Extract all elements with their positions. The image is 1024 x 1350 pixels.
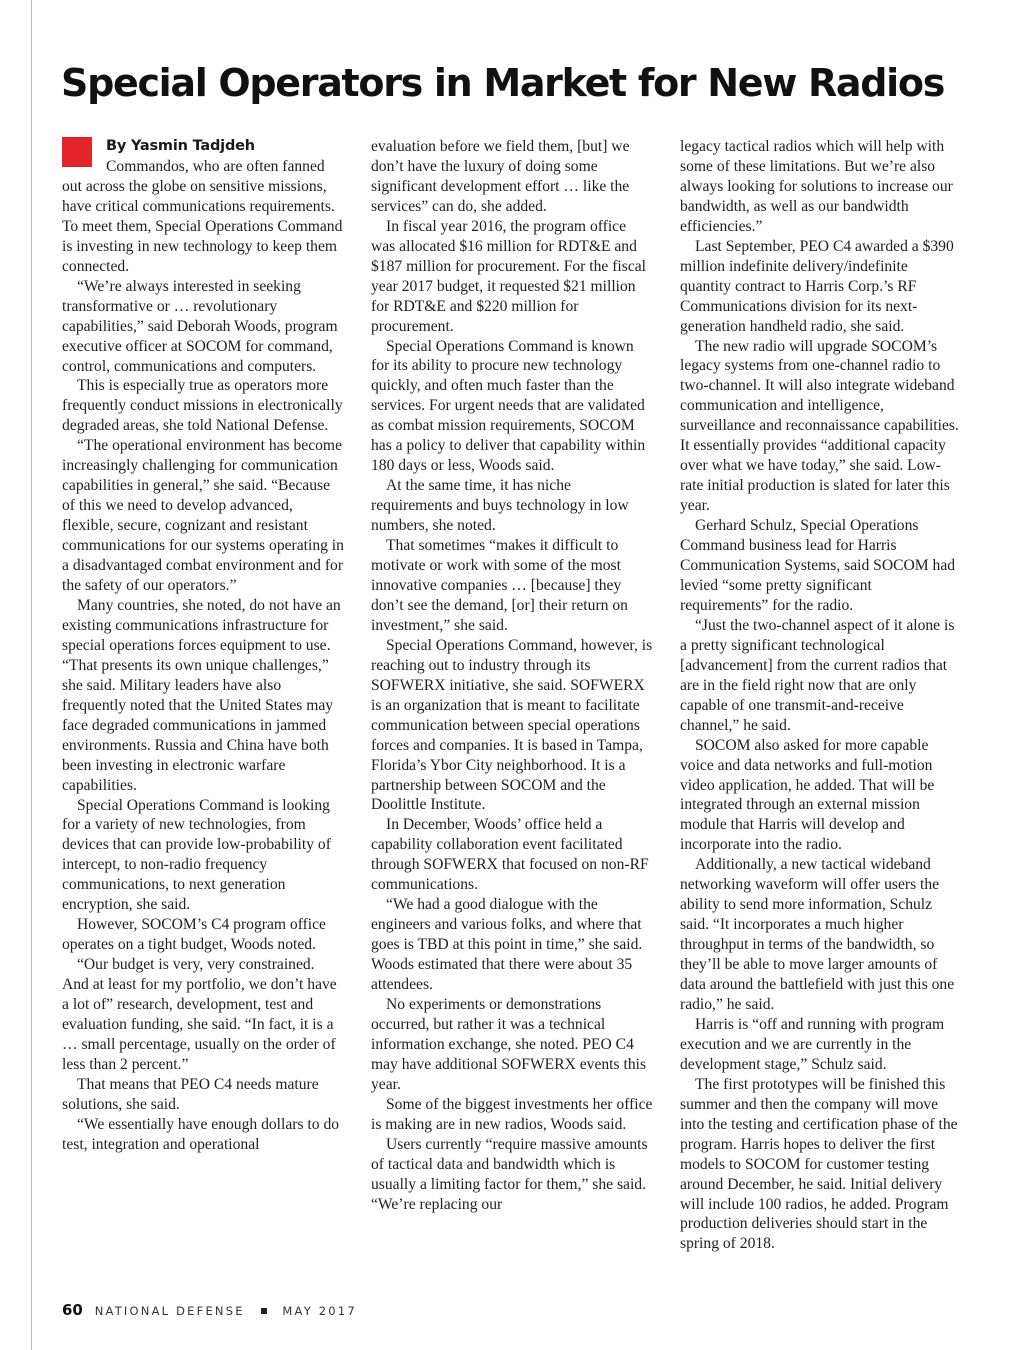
paragraph: Users currently “require massive amounts of tactical data and bandwidth which is usually a limiting factor for them,” she said. “We’re replacing our [371, 1135, 648, 1213]
paragraph: Commandos, who are often fanned out across the globe on sensitive missions, have critical communications requirements. To meet them, Special Operations Command is investing in new technology to keep them connected. [62, 158, 343, 275]
publication-name: NATIONAL DEFENSE [94, 1304, 245, 1318]
paragraph: However, SOCOM’s C4 program office operates on a tight budget, Woods noted. [62, 916, 326, 954]
column-2 [371, 137, 653, 1214]
paragraph: The new radio will upgrade SOCOM’s legacy systems from one-channel radio to two-channel. It will also integrate wideband communication and intelligence, surveillance and reconnaissance capabilities. It essentially provides “additional capacity over what we have today,” she said. Low-rate initial production is slated for later this year. [680, 337, 959, 515]
paragraph: legacy tactical radios which will help with some of these limitations. But we’re also always looking for solutions to increase our bandwidth, as well as our bandwidth efficiencies.” [680, 138, 953, 235]
paragraph: evaluation before we field them, [but] we don’t have the luxury of doing some significant development effort … like the services” can do, she added. [371, 138, 630, 215]
paragraph: “Just the two-channel aspect of it alone is a pretty significant technological [advancement] from the current radios that are in the field right now that are only capable of one transmit-and-receive channel,” he said. [680, 616, 955, 734]
red-square-icon [62, 137, 92, 167]
paragraph: “The operational environment has become increasingly challenging for communication capabilities in general,” she said. “Because of this we need to develop advanced, flexible, secure, cognizant and resistant communications for our systems operating in a disadvantaged combat environment and for the safety of our operators.” [62, 437, 344, 595]
paragraph: Special Operations Command is known for its ability to procure new technology quickly, and often much faster than the services. For urgent needs that are validated as combat mission requirements, SOCOM has a policy to deliver that capability within 180 days or less, Woods said. [371, 337, 646, 475]
paragraph: “We essentially have enough dollars to do test, integration and operational [62, 1115, 340, 1153]
paragraph: In December, Woods’ office held a capability collaboration event facilitated through SOFWERX that focused on non-RF communications. [371, 816, 649, 894]
paragraph: That sometimes “makes it difficult to motivate or work with some of the most innovative companies … [because] they don’t see the demand, [or] their return on investment,” she said. [371, 537, 628, 634]
paragraph: The first prototypes will be finished this summer and then the company will move into the testing and certification phase of the program. Harris hopes to deliver the first models to SOCOM for customer testing around December, he said. Initial delivery will include 100 radios, he added. Program production deliveries should start in the spring of 2018. [680, 1075, 958, 1253]
paragraph: Last September, PEO C4 awarded a $390 million indefinite delivery/indefinite quantity contract to Harris Corp.’s RF Communications division for its next-generation handheld radio, she said. [680, 237, 954, 335]
paragraph: Some of the biggest investments her office is making are in new radios, Woods said. [371, 1095, 653, 1133]
paragraph: At the same time, it has niche requirements and buys technology in low numbers, she noted. [371, 477, 629, 535]
issue-date: MAY 2017 [282, 1304, 357, 1318]
page-number: 60 [62, 1301, 83, 1319]
paragraph: Many countries, she noted, do not have an existing communications infrastructure for special operations forces equipment to use. “That presents its own unique challenges,” she said. Military leaders have also frequently noted that the United States may face degraded communications in jammed environments. Russia and China have both been investing in electronic warfare capabilities. [62, 596, 341, 794]
column-1 [62, 137, 344, 1155]
paragraph: This is especially true as operators more frequently conduct missions in electronically degraded areas, she told National Defense. [62, 377, 343, 435]
paragraph: In fiscal year 2016, the program office was allocated $16 million for RDT&E and $187 million for procurement. For the fiscal year 2017 budget, it requested $21 million for RDT&E and $220 million for procurement. [371, 217, 646, 335]
paragraph: Additionally, a new tactical wideband networking waveform will offer users the ability to send more information, Schulz said. “It incorporates a much higher throughput in terms of the bandwidth, so they’ll be able to move larger amounts of data around the battlefield with just this one radio,” he said. [680, 856, 955, 1013]
paragraph: SOCOM also asked for more capable voice and data networks and full-motion video application, he added. That will be integrated through an external mission module that Harris will develop and incorporate into the radio. [680, 736, 935, 854]
paragraph: Harris is “off and running with program execution and we are currently in the development stage,” Schulz said. [680, 1015, 945, 1073]
paragraph: Gerhard Schulz, Special Operations Command business lead for Harris Communication Systems, said SOCOM had levied “some pretty significant requirements” for the radio. [680, 517, 956, 614]
column-3 [680, 137, 962, 1254]
paragraph: Special Operations Command is looking for a variety of new technologies, from devices that can provide low-probability of intercept, to non-radio frequency communications, to next generation encryption, she said. [62, 796, 331, 914]
byline-row [62, 137, 344, 157]
paragraph: “Our budget is very, very constrained. And at least for my portfolio, we don’t have a lot of” research, development, test and evaluation funding, she said. “In fact, it is a … small percentage, usually on the order of less than 2 percent.” [62, 956, 337, 1073]
paragraph: No experiments or demonstrations occurred, but rather it was a technical information exchange, she noted. PEO C4 may have additional SOFWERX events this year. [371, 995, 647, 1093]
byline: By Yasmin Tadjdeh [106, 138, 255, 154]
separator-square-icon [261, 1308, 267, 1314]
paragraph: “We’re always interested in seeking transformative or … revolutionary capabilities,” said Deborah Woods, program executive officer at SOCOM for command, control, communications and computers. [62, 277, 338, 375]
paragraph: “We had a good dialogue with the engineers and various folks, and where that goes is TBD at this point in time,” she said. Woods estimated that there were about 35 attendees. [371, 896, 643, 994]
paragraph: That means that PEO C4 needs mature solutions, she said. [62, 1075, 319, 1113]
article-body [62, 137, 962, 1277]
paragraph: Special Operations Command, however, is reaching out to industry through its SOFWERX initiative, she said. SOFWERX is an organization that is meant to facilitate communication between special operations forces and companies. It is based in Tampa, Florida’s Ybor City neighborhood. It is a partnership between SOCOM and the Doolittle Institute. [371, 636, 653, 814]
article-title: Special Operators in Market for New Radios [61, 61, 945, 105]
page-edge-rule [31, 0, 32, 1350]
page-footer [62, 1301, 357, 1319]
